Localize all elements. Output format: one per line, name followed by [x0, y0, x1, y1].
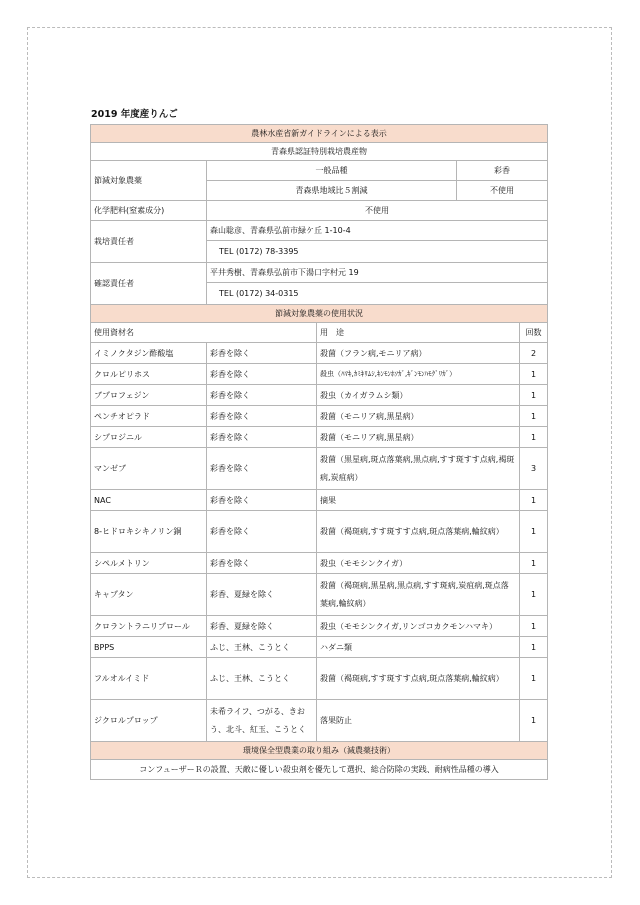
material-name: 8-ヒドロキシキノリン銅	[91, 511, 207, 553]
use-count: 1	[520, 637, 548, 658]
verifier-label: 確認責任者	[91, 263, 207, 305]
usage-row	[91, 574, 548, 616]
eco-header: 環境保全型農業の取り組み（減農薬技術）	[91, 742, 548, 760]
usage-row	[91, 637, 548, 658]
general-variety-header: 一般品種	[207, 161, 457, 181]
usage-row	[91, 553, 548, 574]
usage-row	[91, 364, 548, 385]
use-count: 1	[520, 553, 548, 574]
material-name: クロルピリホス	[91, 364, 207, 385]
material-name: NAC	[91, 490, 207, 511]
use-count: 1	[520, 490, 548, 511]
usage-row	[91, 406, 548, 427]
chemical-fertilizer-label: 化学肥料(窒素成分)	[91, 201, 207, 221]
material-name: イミノクタジン酢酸塩	[91, 343, 207, 364]
target-varieties: 彩香を除く	[207, 364, 317, 385]
usage-row	[91, 616, 548, 637]
purpose: 殺菌（フラン病,モニリア病）	[317, 343, 520, 364]
material-name: シペルメトリン	[91, 553, 207, 574]
material-column-header: 使用資材名	[91, 323, 317, 343]
usage-row	[91, 427, 548, 448]
purpose: 殺菌（モニリア病,黒星病）	[317, 427, 520, 448]
use-count: 1	[520, 574, 548, 616]
material-name: マンゼブ	[91, 448, 207, 490]
usage-row	[91, 700, 548, 742]
target-varieties: 彩香を除く	[207, 385, 317, 406]
verifier-tel: TEL (0172) 34-0315	[207, 283, 548, 305]
target-varieties: ふじ、王林、こうとく	[207, 637, 317, 658]
target-varieties: 彩香を除く	[207, 448, 317, 490]
guideline-header: 農林水産省新ガイドラインによる表示	[91, 125, 548, 143]
eco-practices: コンフューザーＲの設置、天敵に優しい殺虫剤を優先して選択、総合防除の実践、耐病性品種の導入	[91, 760, 548, 780]
material-name: シプロジニル	[91, 427, 207, 448]
material-name: クロラントラニリプロール	[91, 616, 207, 637]
purpose-column-header: 用 途	[317, 323, 520, 343]
purpose: 殺虫（カイガラムシ類）	[317, 385, 520, 406]
purpose: 殺虫（ﾊﾏｷ,ｶﾐｷﾘﾑｼ,ｷﾝﾓﾝﾎｿｶﾞ,ｷﾞﾝﾓﾝﾊﾓｸﾞﾘｶﾞ）	[317, 364, 520, 385]
use-count: 1	[520, 364, 548, 385]
target-varieties: 彩香、夏緑を除く	[207, 574, 317, 616]
usage-row	[91, 448, 548, 490]
purpose: 殺菌（褐斑病,黒星病,黒点病,すす斑病,炭疽病,斑点落葉病,輪紋病）	[317, 574, 520, 616]
chemical-fertilizer-value: 不使用	[207, 201, 548, 221]
use-count: 2	[520, 343, 548, 364]
general-variety-value: 青森県地域比５割減	[207, 181, 457, 201]
purpose: 殺菌（褐斑病,すす斑すす点病,斑点落葉病,輪紋病）	[317, 511, 520, 553]
target-varieties: 未希ライフ、つがる、きおう、北斗、紅玉、こうとく	[207, 700, 317, 742]
material-name: ペンチオピラド	[91, 406, 207, 427]
usage-header: 節減対象農薬の使用状況	[91, 305, 548, 323]
use-count: 1	[520, 385, 548, 406]
material-name: BPPS	[91, 637, 207, 658]
grower-tel: TEL (0172) 78-3395	[207, 241, 548, 263]
purpose: 摘果	[317, 490, 520, 511]
grower-label: 栽培責任者	[91, 221, 207, 263]
use-count: 1	[520, 511, 548, 553]
target-varieties: 彩香を除く	[207, 490, 317, 511]
material-name: フルオルイミド	[91, 658, 207, 700]
certification-table	[90, 124, 548, 780]
target-varieties: 彩香を除く	[207, 427, 317, 448]
verifier-address: 平井秀樹、青森県弘前市下湯口字村元 19	[207, 263, 548, 283]
saika-header: 彩香	[457, 161, 548, 181]
document-title: 2019 年度産りんご	[91, 109, 178, 120]
target-varieties: 彩香を除く	[207, 406, 317, 427]
target-varieties: 彩香を除く	[207, 511, 317, 553]
material-name: ブプロフェジン	[91, 385, 207, 406]
target-varieties: 彩香を除く	[207, 343, 317, 364]
material-name: ジクロルプロップ	[91, 700, 207, 742]
purpose: ハダニ類	[317, 637, 520, 658]
usage-row	[91, 343, 548, 364]
purpose: 落果防止	[317, 700, 520, 742]
use-count: 1	[520, 658, 548, 700]
usage-row	[91, 490, 548, 511]
saika-value: 不使用	[457, 181, 548, 201]
use-count: 3	[520, 448, 548, 490]
target-varieties: ふじ、王林、こうとく	[207, 658, 317, 700]
certification-label: 青森県認証特別栽培農産物	[91, 143, 548, 161]
purpose: 殺虫（モモシンクイガ）	[317, 553, 520, 574]
purpose: 殺菌（褐斑病,すす斑すす点病,斑点落葉病,輪紋病）	[317, 658, 520, 700]
count-column-header: 回数	[520, 323, 548, 343]
target-varieties: 彩香を除く	[207, 553, 317, 574]
usage-row	[91, 385, 548, 406]
use-count: 1	[520, 616, 548, 637]
usage-row	[91, 658, 548, 700]
usage-row	[91, 511, 548, 553]
use-count: 1	[520, 427, 548, 448]
purpose: 殺菌（モニリア病,黒星病）	[317, 406, 520, 427]
target-varieties: 彩香、夏緑を除く	[207, 616, 317, 637]
use-count: 1	[520, 700, 548, 742]
use-count: 1	[520, 406, 548, 427]
grower-address: 森山聡彦、青森県弘前市緑ケ丘 1-10-4	[207, 221, 548, 241]
reduced-pesticides-label: 節減対象農薬	[91, 161, 207, 201]
material-name: キャプタン	[91, 574, 207, 616]
purpose: 殺虫（モモシンクイガ,リンゴコカクモンハマキ）	[317, 616, 520, 637]
purpose: 殺菌（黒星病,斑点落葉病,黒点病,すす斑すす点病,褐斑病,炭疽病）	[317, 448, 520, 490]
